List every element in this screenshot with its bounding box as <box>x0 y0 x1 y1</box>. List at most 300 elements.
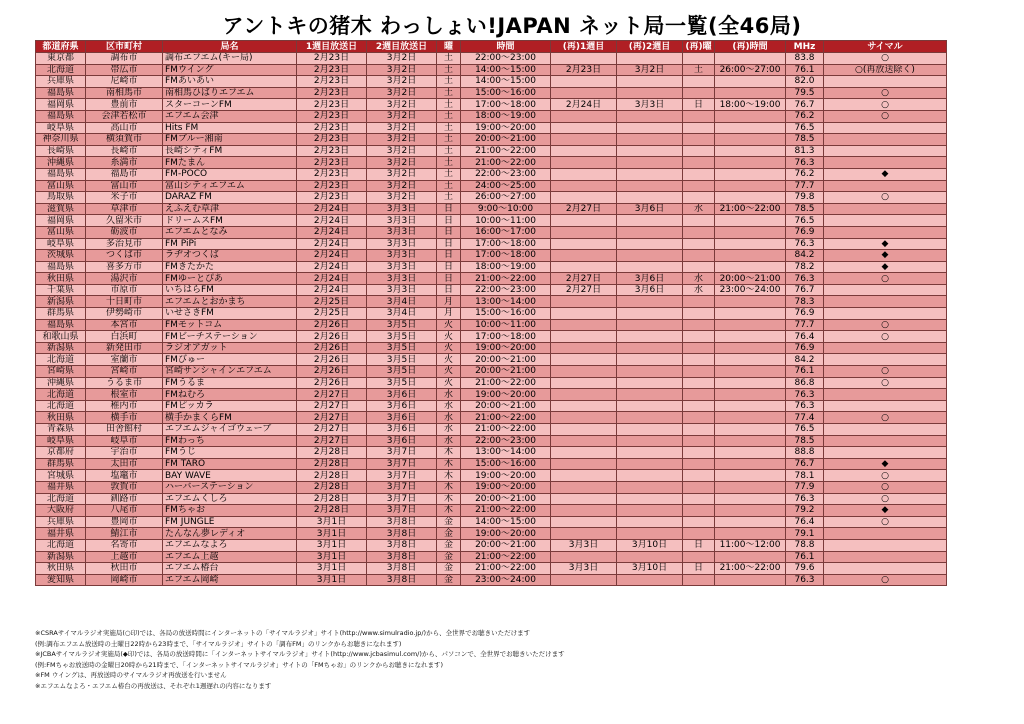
rerun-week2-cell <box>617 226 683 238</box>
station-cell: エフエムなよろ <box>163 539 297 551</box>
city-cell: 上越市 <box>86 551 163 563</box>
rerun-time-cell <box>715 458 786 470</box>
week1-date-cell: 2月23日 <box>297 168 367 180</box>
rerun-time-cell <box>715 157 786 169</box>
weekday-cell: 金 <box>437 539 461 551</box>
rerun-week1-cell <box>551 377 617 389</box>
rerun-week1-cell: 2月27日 <box>551 203 617 215</box>
week2-date-cell: 3月2日 <box>367 122 437 134</box>
time-cell: 23:00～24:00 <box>461 574 551 586</box>
prefecture-cell: 秋田県 <box>36 273 86 285</box>
rerun-week2-cell <box>617 331 683 343</box>
rerun-week2-cell <box>617 261 683 273</box>
rerun-week1-cell <box>551 354 617 366</box>
prefecture-cell: 福岡県 <box>36 215 86 227</box>
table-row <box>36 331 947 343</box>
rerun-time-cell <box>715 412 786 424</box>
weekday-cell: 土 <box>437 99 461 111</box>
city-cell: 新発田市 <box>86 342 163 354</box>
rerun-week1-cell <box>551 528 617 540</box>
rerun-time-cell <box>715 296 786 308</box>
week1-date-cell: 3月1日 <box>297 539 367 551</box>
frequency-cell: 78.8 <box>786 539 824 551</box>
column-header: (再)時間 <box>715 41 786 53</box>
table-row <box>36 134 947 146</box>
city-cell: 豊前市 <box>86 99 163 111</box>
simulcast-cell: ○ <box>824 377 947 389</box>
week1-date-cell: 2月28日 <box>297 447 367 459</box>
city-cell: 鯖江市 <box>86 528 163 540</box>
table-row <box>36 412 947 424</box>
week1-date-cell: 2月23日 <box>297 180 367 192</box>
footnote: ※エフエムなよろ・エフエム椿台の再放送は、それぞれ1週遅れの内容になります <box>35 681 272 690</box>
city-cell: 室蘭市 <box>86 354 163 366</box>
table-row <box>36 261 947 273</box>
table-row <box>36 215 947 227</box>
prefecture-cell: 大阪府 <box>36 505 86 517</box>
table-row <box>36 203 947 215</box>
week2-date-cell: 3月5日 <box>367 331 437 343</box>
rerun-week1-cell <box>551 424 617 436</box>
table-row <box>36 273 947 285</box>
rerun-time-cell: 26:00～27:00 <box>715 64 786 76</box>
station-cell: FMうるま <box>163 377 297 389</box>
rerun-time-cell <box>715 366 786 378</box>
rerun-week2-cell <box>617 528 683 540</box>
city-cell: 尼崎市 <box>86 76 163 88</box>
week2-date-cell: 3月2日 <box>367 168 437 180</box>
rerun-week2-cell <box>617 447 683 459</box>
time-cell: 19:00～20:00 <box>461 528 551 540</box>
rerun-time-cell <box>715 574 786 586</box>
station-cell: いちはらFM <box>163 284 297 296</box>
table-row <box>36 574 947 586</box>
frequency-cell: 76.3 <box>786 400 824 412</box>
prefecture-cell: 岐阜県 <box>36 238 86 250</box>
frequency-cell: 88.8 <box>786 447 824 459</box>
city-cell: 砺波市 <box>86 226 163 238</box>
week2-date-cell: 3月6日 <box>367 435 437 447</box>
rerun-week1-cell <box>551 180 617 192</box>
rerun-time-cell <box>715 470 786 482</box>
station-cell: エフエムジャイゴウェーブ <box>163 424 297 436</box>
simulcast-cell: ◆ <box>824 458 947 470</box>
rerun-time-cell: 18:00～19:00 <box>715 99 786 111</box>
week1-date-cell: 2月25日 <box>297 296 367 308</box>
rerun-weekday-cell <box>683 400 715 412</box>
rerun-week1-cell <box>551 574 617 586</box>
prefecture-cell: 秋田県 <box>36 412 86 424</box>
week2-date-cell: 3月6日 <box>367 424 437 436</box>
frequency-cell: 78.5 <box>786 435 824 447</box>
simulcast-cell <box>824 528 947 540</box>
time-cell: 16:00～17:00 <box>461 226 551 238</box>
table-row <box>36 539 947 551</box>
weekday-cell: 土 <box>437 180 461 192</box>
rerun-week2-cell <box>617 516 683 528</box>
prefecture-cell: 北海道 <box>36 400 86 412</box>
rerun-week1-cell <box>551 319 617 331</box>
week2-date-cell: 3月3日 <box>367 226 437 238</box>
week1-date-cell: 2月24日 <box>297 226 367 238</box>
city-cell: 帯広市 <box>86 64 163 76</box>
frequency-cell: 78.3 <box>786 296 824 308</box>
rerun-weekday-cell <box>683 308 715 320</box>
weekday-cell: 土 <box>437 53 461 65</box>
frequency-cell: 76.9 <box>786 308 824 320</box>
city-cell: 宮崎市 <box>86 366 163 378</box>
rerun-week1-cell: 2月23日 <box>551 64 617 76</box>
week1-date-cell: 2月28日 <box>297 493 367 505</box>
week2-date-cell: 3月5日 <box>367 319 437 331</box>
simulcast-cell <box>824 342 947 354</box>
time-cell: 22:00～23:00 <box>461 435 551 447</box>
rerun-weekday-cell <box>683 168 715 180</box>
simulcast-cell: ◆ <box>824 238 947 250</box>
rerun-weekday-cell <box>683 412 715 424</box>
table-row <box>36 435 947 447</box>
weekday-cell: 日 <box>437 226 461 238</box>
simulcast-cell: ○ <box>824 53 947 65</box>
station-cell: Hits FM <box>163 122 297 134</box>
table-row <box>36 424 947 436</box>
table-row <box>36 505 947 517</box>
table-row <box>36 493 947 505</box>
station-cell: エフエムくしろ <box>163 493 297 505</box>
table-row <box>36 296 947 308</box>
time-cell: 24:00～25:00 <box>461 180 551 192</box>
week2-date-cell: 3月2日 <box>367 87 437 99</box>
simulcast-cell <box>824 435 947 447</box>
station-cell: FMうじ <box>163 447 297 459</box>
rerun-time-cell <box>715 342 786 354</box>
rerun-week1-cell <box>551 122 617 134</box>
city-cell: 高山市 <box>86 122 163 134</box>
rerun-time-cell <box>715 377 786 389</box>
prefecture-cell: 愛知県 <box>36 574 86 586</box>
prefecture-cell: 兵庫県 <box>36 76 86 88</box>
week1-date-cell: 2月27日 <box>297 435 367 447</box>
time-cell: 19:00～20:00 <box>461 342 551 354</box>
frequency-cell: 76.9 <box>786 226 824 238</box>
station-cell: FMゆーとぴあ <box>163 273 297 285</box>
week2-date-cell: 3月2日 <box>367 64 437 76</box>
simulcast-cell: ○ <box>824 516 947 528</box>
simulcast-cell: ○ <box>824 493 947 505</box>
rerun-weekday-cell <box>683 238 715 250</box>
footnote: ※CSRAサイマルラジオ実施局(○印)では、各局の放送時間にインターネットの「サイマルラジオ」サイト(http://www.simulradio.jp/)から、全世界でお聴きいただけます <box>35 629 531 637</box>
column-header: 曜 <box>437 41 461 53</box>
rerun-week1-cell <box>551 366 617 378</box>
city-cell: 南相馬市 <box>86 87 163 99</box>
frequency-cell: 76.7 <box>786 458 824 470</box>
frequency-cell: 76.5 <box>786 215 824 227</box>
prefecture-cell: 福島県 <box>36 168 86 180</box>
rerun-weekday-cell <box>683 110 715 122</box>
column-header: 2週目放送日 <box>367 41 437 53</box>
rerun-week1-cell <box>551 226 617 238</box>
rerun-time-cell <box>715 76 786 88</box>
frequency-cell: 76.2 <box>786 110 824 122</box>
week2-date-cell: 3月3日 <box>367 273 437 285</box>
prefecture-cell: 北海道 <box>36 493 86 505</box>
rerun-weekday-cell <box>683 180 715 192</box>
rerun-week1-cell <box>551 470 617 482</box>
city-cell: 多治見市 <box>86 238 163 250</box>
weekday-cell: 月 <box>437 296 461 308</box>
week2-date-cell: 3月2日 <box>367 180 437 192</box>
rerun-week1-cell <box>551 551 617 563</box>
prefecture-cell: 北海道 <box>36 539 86 551</box>
rerun-week2-cell <box>617 168 683 180</box>
week1-date-cell: 2月24日 <box>297 215 367 227</box>
table-row <box>36 481 947 493</box>
table-row <box>36 238 947 250</box>
city-cell: 敦賀市 <box>86 481 163 493</box>
weekday-cell: 火 <box>437 354 461 366</box>
rerun-weekday-cell <box>683 528 715 540</box>
week1-date-cell: 2月24日 <box>297 284 367 296</box>
prefecture-cell: 群馬県 <box>36 308 86 320</box>
rerun-time-cell <box>715 481 786 493</box>
weekday-cell: 土 <box>437 87 461 99</box>
simulcast-cell: ○ <box>824 273 947 285</box>
table-row <box>36 377 947 389</box>
rerun-week1-cell <box>551 308 617 320</box>
city-cell: 十日町市 <box>86 296 163 308</box>
frequency-cell: 77.9 <box>786 481 824 493</box>
prefecture-cell: 長崎県 <box>36 145 86 157</box>
city-cell: 根室市 <box>86 389 163 401</box>
simulcast-cell <box>824 424 947 436</box>
rerun-week2-cell <box>617 470 683 482</box>
frequency-cell: 76.5 <box>786 424 824 436</box>
column-header: 局名 <box>163 41 297 53</box>
table-row <box>36 145 947 157</box>
station-cell: ハーバーステーション <box>163 481 297 493</box>
rerun-week1-cell: 3月3日 <box>551 539 617 551</box>
prefecture-cell: 兵庫県 <box>36 516 86 528</box>
week2-date-cell: 3月2日 <box>367 145 437 157</box>
rerun-weekday-cell <box>683 551 715 563</box>
rerun-time-cell <box>715 53 786 65</box>
station-cell: FMブルー湘南 <box>163 134 297 146</box>
simulcast-cell: ○ <box>824 192 947 204</box>
prefecture-cell: 宮崎県 <box>36 366 86 378</box>
week1-date-cell: 2月23日 <box>297 145 367 157</box>
table-row <box>36 308 947 320</box>
time-cell: 13:00～14:00 <box>461 296 551 308</box>
city-cell: 糸満市 <box>86 157 163 169</box>
city-cell: 本宮市 <box>86 319 163 331</box>
week2-date-cell: 3月8日 <box>367 574 437 586</box>
weekday-cell: 火 <box>437 377 461 389</box>
rerun-time-cell <box>715 134 786 146</box>
weekday-cell: 水 <box>437 400 461 412</box>
rerun-week2-cell <box>617 296 683 308</box>
week1-date-cell: 2月26日 <box>297 377 367 389</box>
simulcast-cell <box>824 296 947 308</box>
rerun-week1-cell <box>551 53 617 65</box>
simulcast-cell <box>824 389 947 401</box>
week1-date-cell: 2月24日 <box>297 273 367 285</box>
rerun-week2-cell <box>617 238 683 250</box>
week1-date-cell: 2月24日 <box>297 203 367 215</box>
table-row <box>36 366 947 378</box>
time-cell: 21:00～22:00 <box>461 505 551 517</box>
frequency-cell: 76.7 <box>786 99 824 111</box>
rerun-week1-cell <box>551 342 617 354</box>
rerun-time-cell <box>715 389 786 401</box>
weekday-cell: 日 <box>437 250 461 262</box>
station-cell: 横手かまくらFM <box>163 412 297 424</box>
city-cell: 福島市 <box>86 168 163 180</box>
station-cell: エフエムとおかまち <box>163 296 297 308</box>
table-row <box>36 551 947 563</box>
time-cell: 14:00～15:00 <box>461 64 551 76</box>
rerun-week2-cell <box>617 551 683 563</box>
rerun-week1-cell <box>551 400 617 412</box>
rerun-week2-cell <box>617 157 683 169</box>
footnotes <box>35 628 995 692</box>
rerun-week2-cell <box>617 574 683 586</box>
weekday-cell: 木 <box>437 470 461 482</box>
time-cell: 14:00～15:00 <box>461 516 551 528</box>
time-cell: 18:00～19:00 <box>461 261 551 273</box>
time-cell: 26:00～27:00 <box>461 192 551 204</box>
station-cell: FM PiPi <box>163 238 297 250</box>
rerun-time-cell <box>715 110 786 122</box>
frequency-cell: 84.2 <box>786 354 824 366</box>
week2-date-cell: 3月2日 <box>367 192 437 204</box>
week1-date-cell: 2月27日 <box>297 424 367 436</box>
rerun-week1-cell <box>551 389 617 401</box>
time-cell: 21:00～22:00 <box>461 145 551 157</box>
rerun-week2-cell <box>617 250 683 262</box>
rerun-time-cell <box>715 238 786 250</box>
weekday-cell: 日 <box>437 284 461 296</box>
time-cell: 22:00～23:00 <box>461 53 551 65</box>
station-cell: エフエム上越 <box>163 551 297 563</box>
rerun-weekday-cell: 日 <box>683 539 715 551</box>
rerun-week1-cell: 2月27日 <box>551 273 617 285</box>
column-header: (再)2週目 <box>617 41 683 53</box>
week2-date-cell: 3月6日 <box>367 412 437 424</box>
table-body <box>36 53 947 586</box>
city-cell: 調布市 <box>86 53 163 65</box>
rerun-time-cell: 11:00～12:00 <box>715 539 786 551</box>
page-title: アントキの猪木 わっしょい!JAPAN ネット局一覧(全46局) <box>222 14 802 38</box>
station-cell: エフエム会津 <box>163 110 297 122</box>
time-cell: 21:00～22:00 <box>461 424 551 436</box>
frequency-cell: 79.8 <box>786 192 824 204</box>
city-cell: 久留米市 <box>86 215 163 227</box>
city-cell: 湯沢市 <box>86 273 163 285</box>
table-row <box>36 354 947 366</box>
rerun-weekday-cell <box>683 366 715 378</box>
table-row <box>36 470 947 482</box>
week2-date-cell: 3月8日 <box>367 563 437 575</box>
simulcast-cell <box>824 539 947 551</box>
station-cell: FMきたかた <box>163 261 297 273</box>
rerun-time-cell <box>715 261 786 273</box>
week1-date-cell: 2月23日 <box>297 122 367 134</box>
time-cell: 20:00～21:00 <box>461 366 551 378</box>
prefecture-cell: 神奈川県 <box>36 134 86 146</box>
city-cell: 伊勢崎市 <box>86 308 163 320</box>
week1-date-cell: 2月28日 <box>297 481 367 493</box>
time-cell: 20:00～21:00 <box>461 354 551 366</box>
rerun-week1-cell <box>551 76 617 88</box>
frequency-cell: 77.7 <box>786 319 824 331</box>
rerun-time-cell <box>715 145 786 157</box>
table-row <box>36 168 947 180</box>
rerun-week2-cell: 3月2日 <box>617 64 683 76</box>
table-row <box>36 110 947 122</box>
table-row <box>36 192 947 204</box>
rerun-weekday-cell <box>683 424 715 436</box>
week2-date-cell: 3月5日 <box>367 377 437 389</box>
prefecture-cell: 茨城県 <box>36 250 86 262</box>
rerun-week2-cell <box>617 389 683 401</box>
time-cell: 21:00～22:00 <box>461 412 551 424</box>
table-row <box>36 516 947 528</box>
rerun-time-cell <box>715 435 786 447</box>
station-cell: 宮崎サンシャインエフエム <box>163 366 297 378</box>
rerun-week1-cell <box>551 168 617 180</box>
rerun-weekday-cell <box>683 87 715 99</box>
week2-date-cell: 3月7日 <box>367 447 437 459</box>
city-cell: 長崎市 <box>86 145 163 157</box>
time-cell: 20:00～21:00 <box>461 493 551 505</box>
prefecture-cell: 沖縄県 <box>36 157 86 169</box>
weekday-cell: 金 <box>437 574 461 586</box>
week2-date-cell: 3月8日 <box>367 528 437 540</box>
rerun-weekday-cell <box>683 134 715 146</box>
week1-date-cell: 2月23日 <box>297 157 367 169</box>
rerun-weekday-cell <box>683 157 715 169</box>
simulcast-cell <box>824 180 947 192</box>
rerun-weekday-cell <box>683 76 715 88</box>
rerun-week1-cell <box>551 516 617 528</box>
week2-date-cell: 3月7日 <box>367 481 437 493</box>
table-row <box>36 528 947 540</box>
week1-date-cell: 2月26日 <box>297 331 367 343</box>
week1-date-cell: 3月1日 <box>297 528 367 540</box>
city-cell: 釧路市 <box>86 493 163 505</box>
week1-date-cell: 2月24日 <box>297 250 367 262</box>
rerun-weekday-cell <box>683 145 715 157</box>
week2-date-cell: 3月2日 <box>367 99 437 111</box>
rerun-weekday-cell <box>683 470 715 482</box>
time-cell: 21:00～22:00 <box>461 377 551 389</box>
simulcast-cell: ◆ <box>824 250 947 262</box>
station-cell: FM TARO <box>163 458 297 470</box>
prefecture-cell: 滋賀県 <box>36 203 86 215</box>
table-row <box>36 76 947 88</box>
rerun-time-cell: 20:00～21:00 <box>715 273 786 285</box>
weekday-cell: 土 <box>437 145 461 157</box>
rerun-time-cell <box>715 226 786 238</box>
rerun-week2-cell <box>617 215 683 227</box>
weekday-cell: 金 <box>437 516 461 528</box>
city-cell: 太田市 <box>86 458 163 470</box>
rerun-time-cell <box>715 308 786 320</box>
week1-date-cell: 2月23日 <box>297 192 367 204</box>
rerun-weekday-cell <box>683 574 715 586</box>
rerun-weekday-cell: 水 <box>683 203 715 215</box>
time-cell: 17:00～18:00 <box>461 238 551 250</box>
